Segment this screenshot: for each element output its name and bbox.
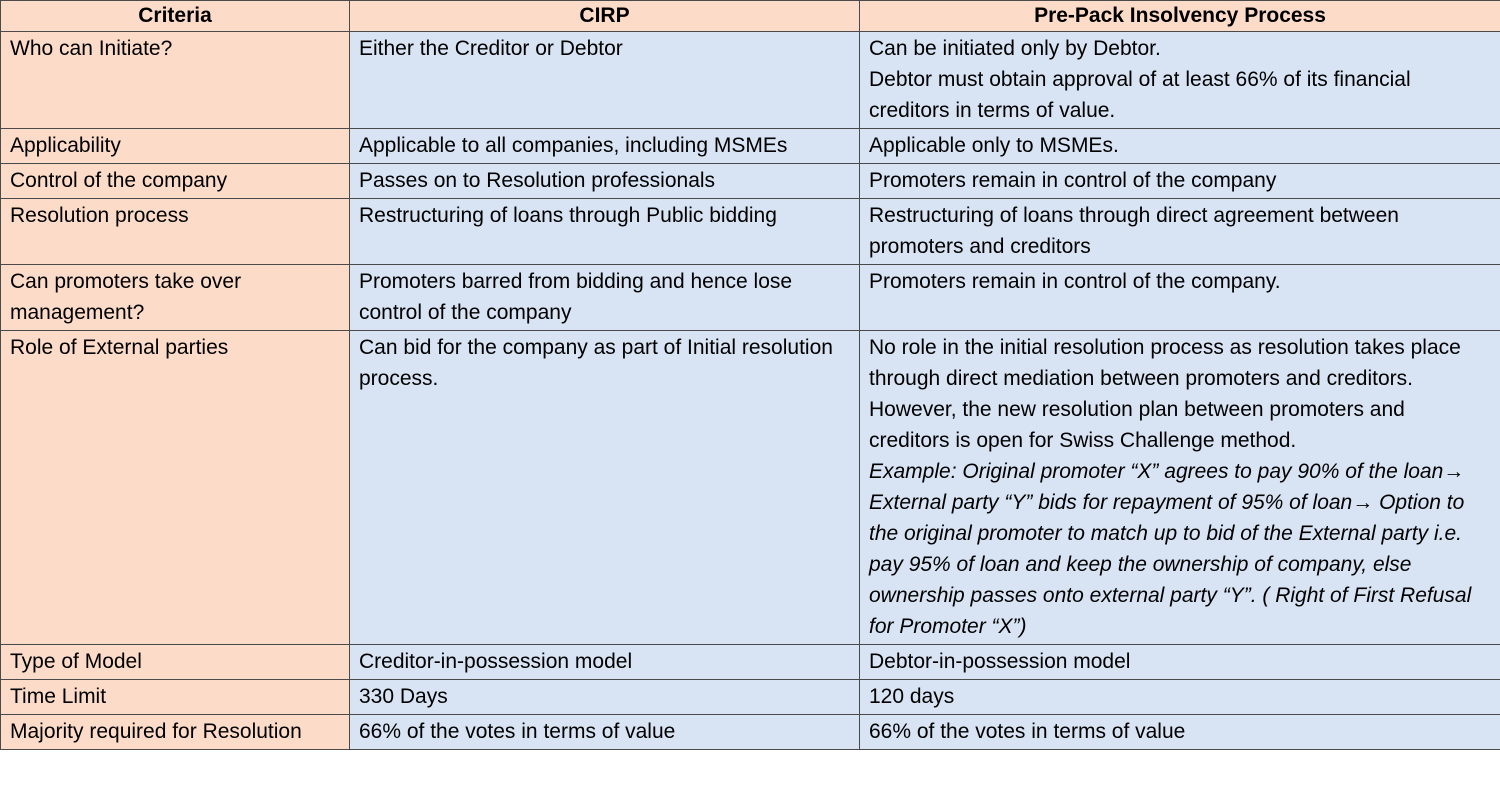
criteria-cell: Control of the company <box>1 164 350 199</box>
criteria-cell: Resolution process <box>1 199 350 265</box>
prepack-text: Debtor must obtain approval of at least 66% of its financial creditors in terms of value. <box>869 68 1411 122</box>
cirp-cell <box>350 199 860 265</box>
prepack-text: 120 days <box>869 685 955 708</box>
table-row <box>1 265 1500 331</box>
prepack-text: Promoters remain in control of the company <box>869 169 1277 192</box>
table-row <box>1 32 1500 129</box>
prepack-text: However, the new resolution plan between promoters and creditors is open for Swiss Challenge method. <box>869 398 1405 452</box>
table-row <box>1 164 1500 199</box>
cirp-text: Either the Creditor or Debtor <box>359 37 623 60</box>
prepack-cell <box>860 645 1500 680</box>
cirp-cell <box>350 164 860 199</box>
prepack-text: Restructuring of loans through direct agreement between promoters and creditors <box>869 204 1399 258</box>
prepack-cell <box>860 680 1500 715</box>
criteria-cell: Time Limit <box>1 680 350 715</box>
cirp-text: Creditor-in-possession model <box>359 650 633 673</box>
prepack-text: Can be initiated only by Debtor. <box>869 37 1161 60</box>
table-row <box>1 129 1500 164</box>
prepack-cell <box>860 265 1500 331</box>
table-row <box>1 645 1500 680</box>
prepack-text: 66% of the votes in terms of value <box>869 720 1186 743</box>
example-part: Example: Original promoter “X” agrees to pay 90% of the loan <box>869 460 1444 483</box>
cirp-cell <box>350 680 860 715</box>
prepack-text: Debtor-in-possession model <box>869 650 1131 673</box>
cirp-cell <box>350 331 860 645</box>
cirp-text: Restructuring of loans through Public bidding <box>359 204 777 227</box>
cirp-text: 66% of the votes in terms of value <box>359 720 676 743</box>
example-part: External party “Y” bids for repayment of 95% of loan <box>869 491 1353 514</box>
prepack-text: No role in the initial resolution process as resolution takes place through direct mediation between promoters and creditors. <box>869 336 1461 390</box>
cirp-text: Applicable to all companies, including MSMEs <box>359 134 788 157</box>
table-row <box>1 331 1500 645</box>
header-row <box>1 1 1500 32</box>
prepack-text: Applicable only to MSMEs. <box>869 134 1119 157</box>
table-row <box>1 715 1500 750</box>
table-row <box>1 680 1500 715</box>
prepack-cell <box>860 32 1500 129</box>
prepack-cell <box>860 331 1500 645</box>
cirp-text: 330 Days <box>359 685 448 708</box>
header-criteria: Criteria <box>1 1 350 32</box>
cirp-cell <box>350 129 860 164</box>
cirp-text: Can bid for the company as part of Initial resolution process. <box>359 336 833 390</box>
header-prepack: Pre-Pack Insolvency Process <box>860 1 1500 32</box>
criteria-cell: Can promoters take over management? <box>1 265 350 331</box>
table-row <box>1 199 1500 265</box>
prepack-cell <box>860 715 1500 750</box>
example-part: Option to the original promoter to match up to bid of the External party i.e. pay 95% of loan and keep the ownership of company, else ownership passes onto external party “Y”. ( Right of First Refusal for Promoter “X”) <box>869 491 1472 638</box>
criteria-cell: Majority required for Resolution <box>1 715 350 750</box>
prepack-cell <box>860 164 1500 199</box>
prepack-cell <box>860 129 1500 164</box>
prepack-cell <box>860 199 1500 265</box>
arrow-right-icon: → <box>1352 491 1374 514</box>
criteria-cell: Role of External parties <box>1 331 350 645</box>
arrow-right-icon: → <box>1443 460 1465 483</box>
cirp-cell <box>350 32 860 129</box>
cirp-cell <box>350 715 860 750</box>
header-cirp: CIRP <box>350 1 860 32</box>
cirp-text: Passes on to Resolution professionals <box>359 169 716 192</box>
cirp-cell <box>350 645 860 680</box>
example-text <box>869 456 1491 642</box>
cirp-text: Promoters barred from bidding and hence lose control of the company <box>359 270 793 324</box>
criteria-cell: Type of Model <box>1 645 350 680</box>
criteria-cell: Applicability <box>1 129 350 164</box>
prepack-text: Promoters remain in control of the company. <box>869 270 1281 293</box>
cirp-cell <box>350 265 860 331</box>
criteria-cell: Who can Initiate? <box>1 32 350 129</box>
